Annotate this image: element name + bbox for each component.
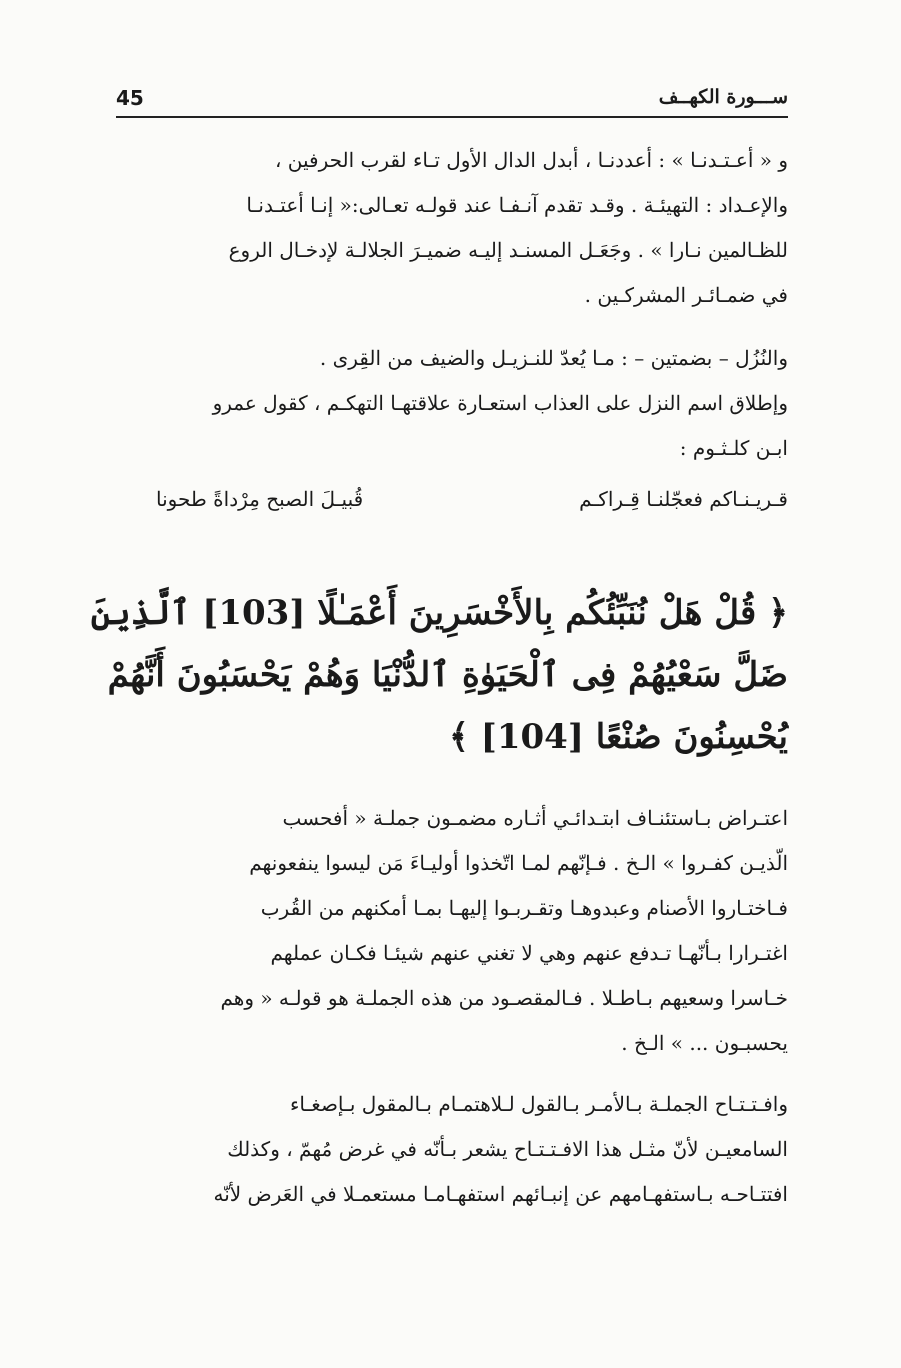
text-line: السامعيـن لأنّ مثـل هذا الافـتـتـاح يشعر بـأنّه في غرض مُهمّ ، وكذلك xyxy=(227,1137,788,1161)
text-line: في ضمـائـر المشركـين . xyxy=(584,283,788,307)
text-line: للظـالمين نـارا » . وجَعَـل المسنـد إليـه ضميـرَ الجلالـة لإدخـال الروع xyxy=(228,238,788,262)
text-line: افتتـاحـه بـاستفهـامهم عن إنبـائهم استفهـامـا مستعمـلا في العَرض لأنّه xyxy=(213,1182,788,1206)
text-line: الّذيـن كفـروا » الـخ . فـإنّهم لمـا اتّخذوا أوليـاءَ مَن ليسوا ينفعونهم xyxy=(249,851,788,875)
text-line: ابـن كلـثـوم : xyxy=(679,436,788,460)
page-number: 45 xyxy=(116,86,144,110)
surah-title: ســـورة الكهــف xyxy=(658,86,788,108)
poem-hemistich-2: قُبيـلَ الصبح مِرْداةً طحونا xyxy=(156,487,364,511)
text-line: والإعـداد : التهيئـة . وقـد تقدم آنـفـا عند قولـه تعـالى:« إنـا أعتـدنـا xyxy=(246,193,788,217)
paragraph-3 xyxy=(116,796,788,1066)
text-line: اعتـراض بـاستئنـاف ابتـدائـي أثـاره مضمـون جملـة « أفحسب xyxy=(282,806,788,830)
text-line: والنُزُل – بضمتين – : مـا يُعدّ للنـزيـل والضيف من القِرى . xyxy=(319,346,788,370)
text-line: وإطلاق اسم النزل على العذاب استعـارة علاقتهـا التهكـم ، كقول عمرو xyxy=(212,391,788,415)
text-line: فـاختـاروا الأصنام وعبدوهـا وتقـربـوا إليهـا بمـا أمكنهم من القُرب xyxy=(260,896,788,920)
quran-verse xyxy=(90,582,788,768)
paragraph-4 xyxy=(116,1082,788,1217)
verse-line: ضَلَّ سَعْيُهُمْ فِى ٱلْحَيَوٰةِ ٱلدُّنْيَا وَهُمْ يَحْسَبُونَ أَنَّهُمْ xyxy=(107,655,788,695)
text-line: يحسبـون ... » الـخ . xyxy=(621,1031,788,1055)
header-rule xyxy=(116,116,788,118)
verse-line: ﴿ قُلْ هَلْ نُنَبِّئُكُم بِالأَخْسَرِينَ أَعْمَـٰلًا [103] ٱلَّذِينَ xyxy=(90,593,788,633)
paragraph-2 xyxy=(116,336,788,471)
text-line: اغتـرارا بـأنّهـا تـدفع عنهم وهي لا تغني عنهم شيئـا فكـان عملهم xyxy=(270,941,788,965)
poem-hemistich-1: قـريـنـاكم فعجّلنـا قِـراكـم xyxy=(579,487,788,511)
text-line: خـاسرا وسعيهم بـاطـلا . فـالمقصـود من هذه الجملـة هو قولـه « وهم xyxy=(220,986,788,1010)
text-line: و « أعـتـدنـا » : أعددنـا ، أبدل الدال الأول تـاء لقرب الحرفين ، xyxy=(274,148,788,172)
paragraph-1 xyxy=(116,138,788,318)
poem-verse xyxy=(116,487,788,527)
text-line: وافـتـتـاح الجملـة بـالأمـر بـالقول لـلاهتمـام بـالمقول بـإصغـاء xyxy=(289,1092,788,1116)
verse-line: يُحْسِنُونَ صُنْعًا [104] ﴾ xyxy=(448,717,788,757)
page-header xyxy=(116,86,788,114)
